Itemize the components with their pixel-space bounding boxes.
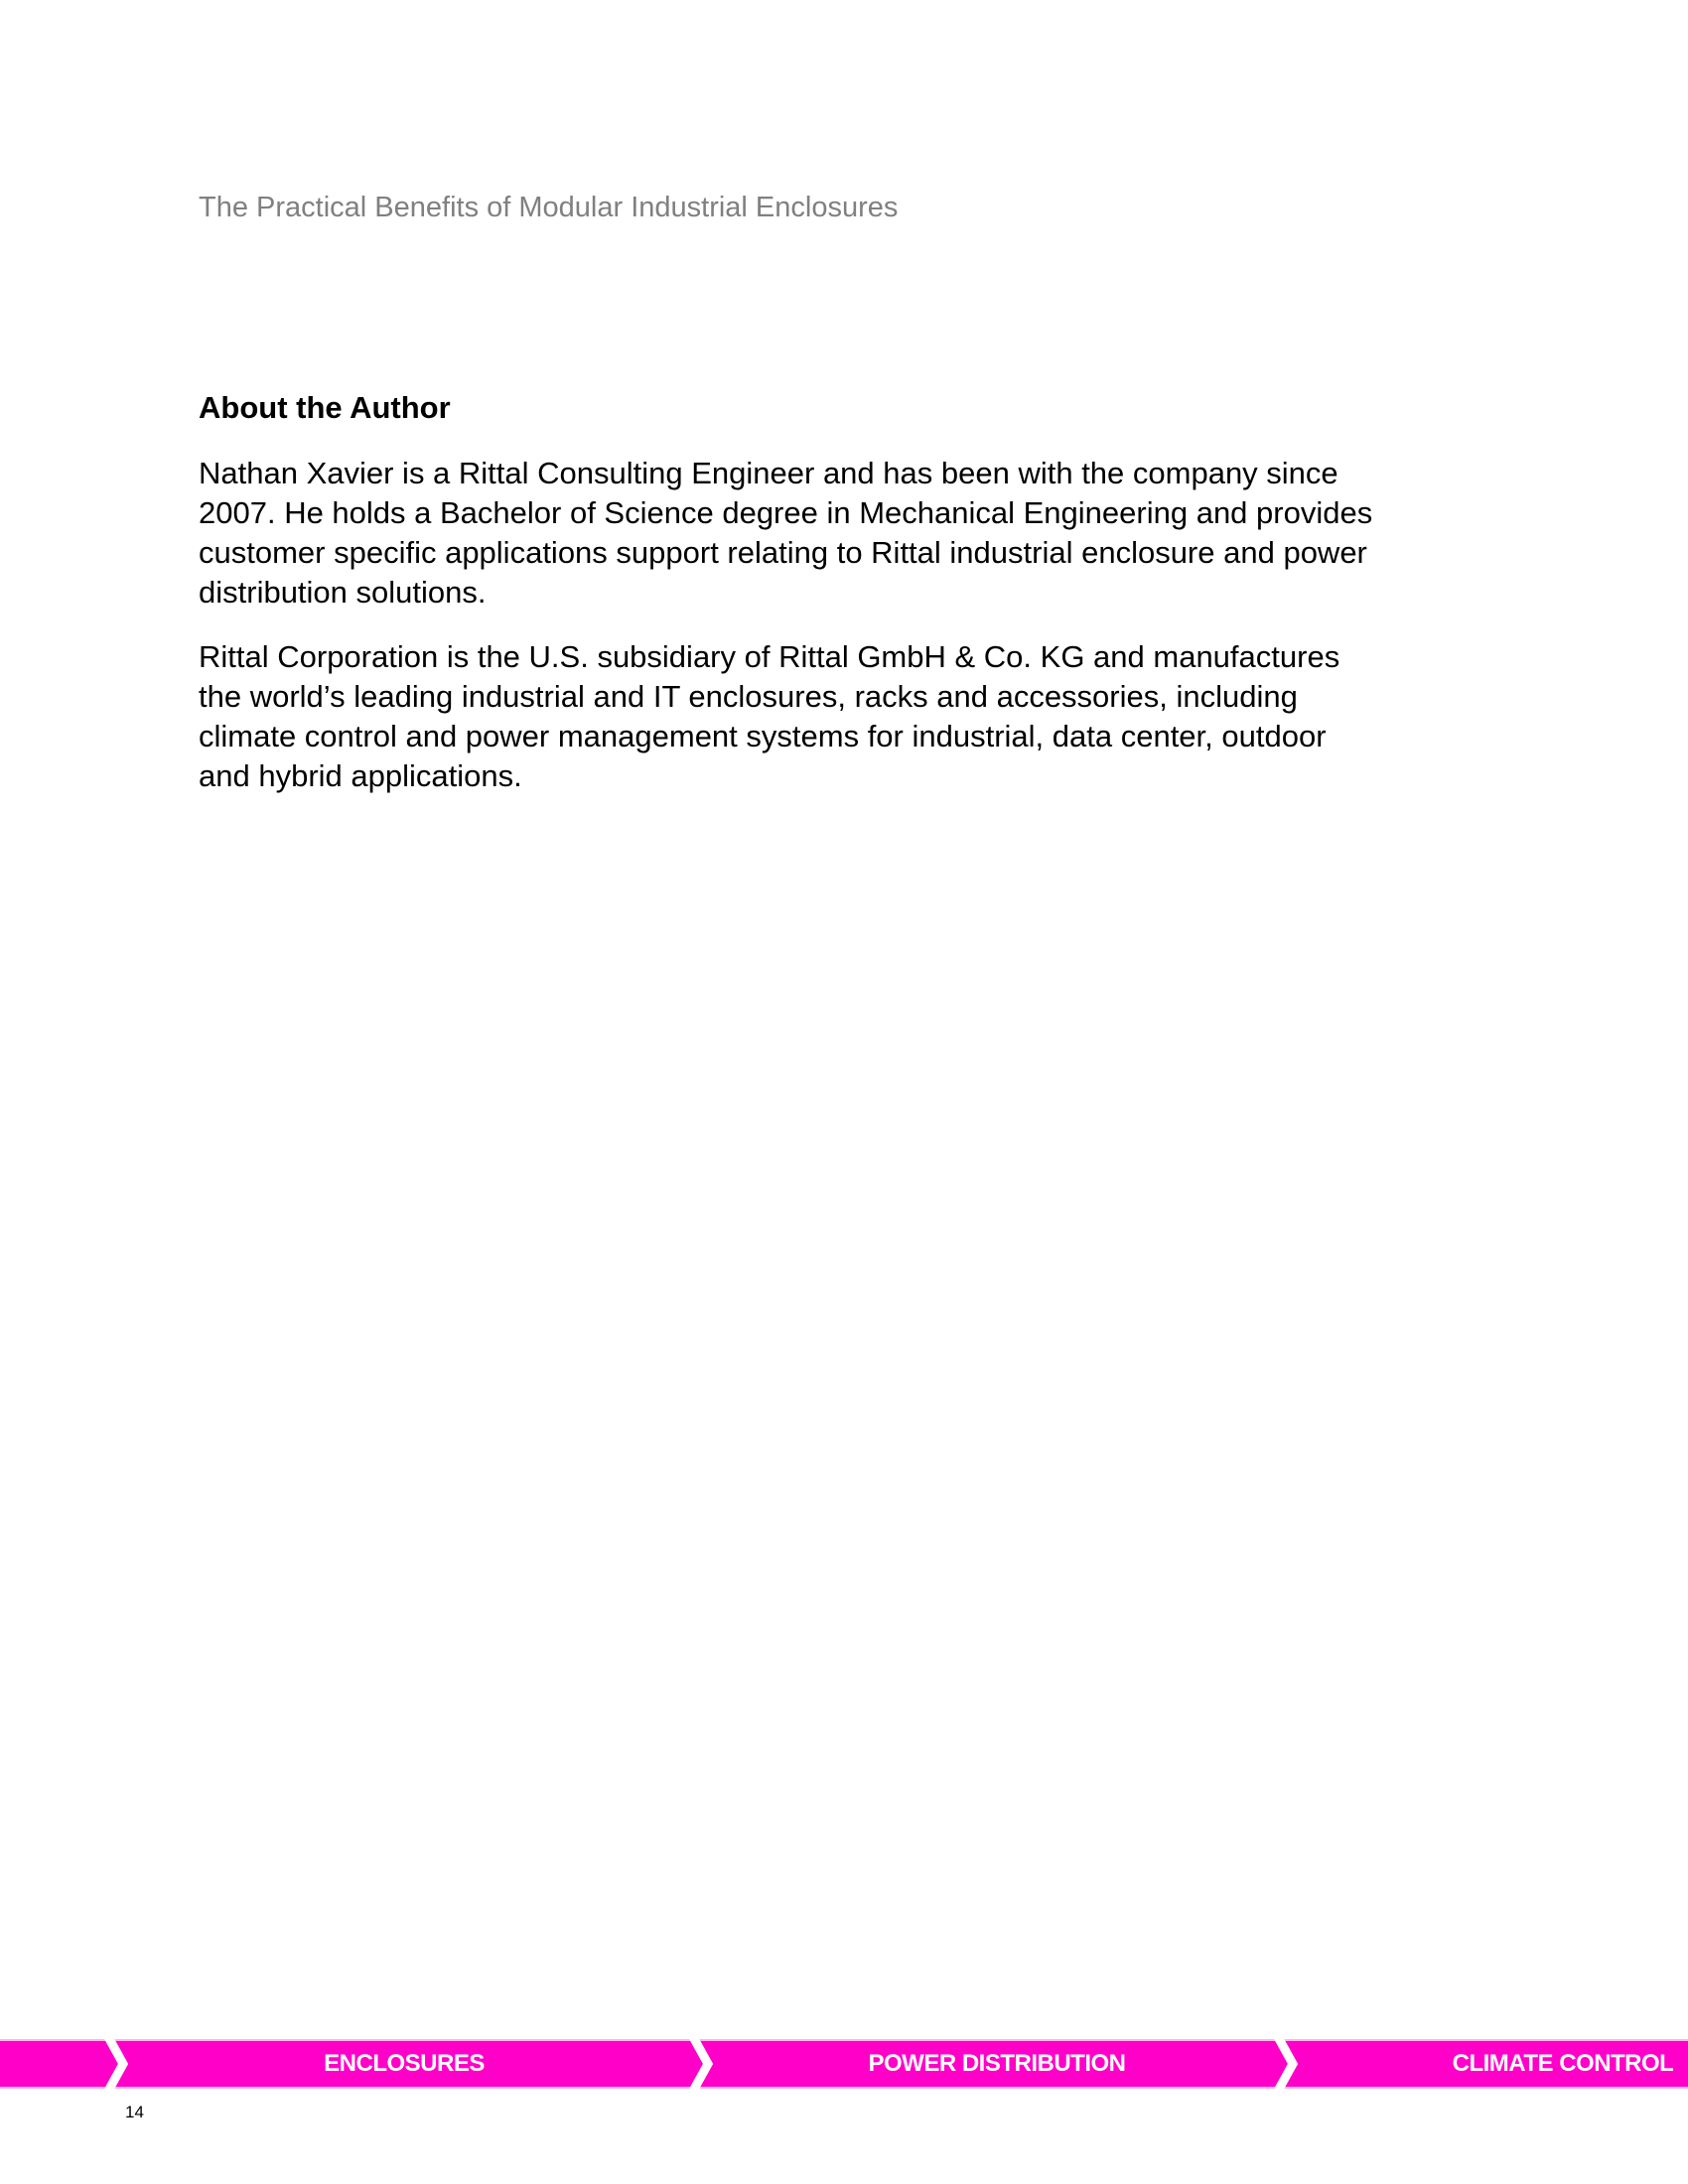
text-line: Rittal Corporation is the U.S. subsidiary of Rittal GmbH & Co. KG and manufactures	[199, 639, 1340, 674]
footer-label-climate-control: CLIMATE CONTROL	[1452, 2050, 1674, 2077]
text-line: 2007. He holds a Bachelor of Science degree in Mechanical Engineering and provides	[199, 495, 1373, 530]
text-line: distribution solutions.	[199, 575, 487, 610]
chevron-right-icon	[684, 2033, 724, 2095]
footer-label-power-distribution: POWER DISTRIBUTION	[868, 2050, 1126, 2077]
text-line: and hybrid applications.	[199, 758, 522, 793]
chevron-right-icon	[1269, 2033, 1309, 2095]
text-line: customer specific applications support relating to Rittal industrial enclosure and power	[199, 535, 1367, 570]
text-line: the world’s leading industrial and IT enclosures, racks and accessories, including	[199, 679, 1298, 714]
footer-label-enclosures: ENCLOSURES	[324, 2050, 485, 2077]
running-head: The Practical Benefits of Modular Industrial Enclosures	[199, 192, 899, 223]
section-heading: About the Author	[199, 390, 451, 425]
text-line: Nathan Xavier is a Rittal Consulting Engineer and has been with the company since	[199, 456, 1338, 490]
chevron-right-icon	[99, 2033, 139, 2095]
footer-category-bar	[0, 2041, 1688, 2087]
company-paragraph	[199, 637, 1339, 796]
text-line: climate control and power management systems for industrial, data center, outdoor	[199, 719, 1327, 753]
page-number: 14	[125, 2103, 144, 2121]
author-paragraph	[199, 454, 1372, 613]
